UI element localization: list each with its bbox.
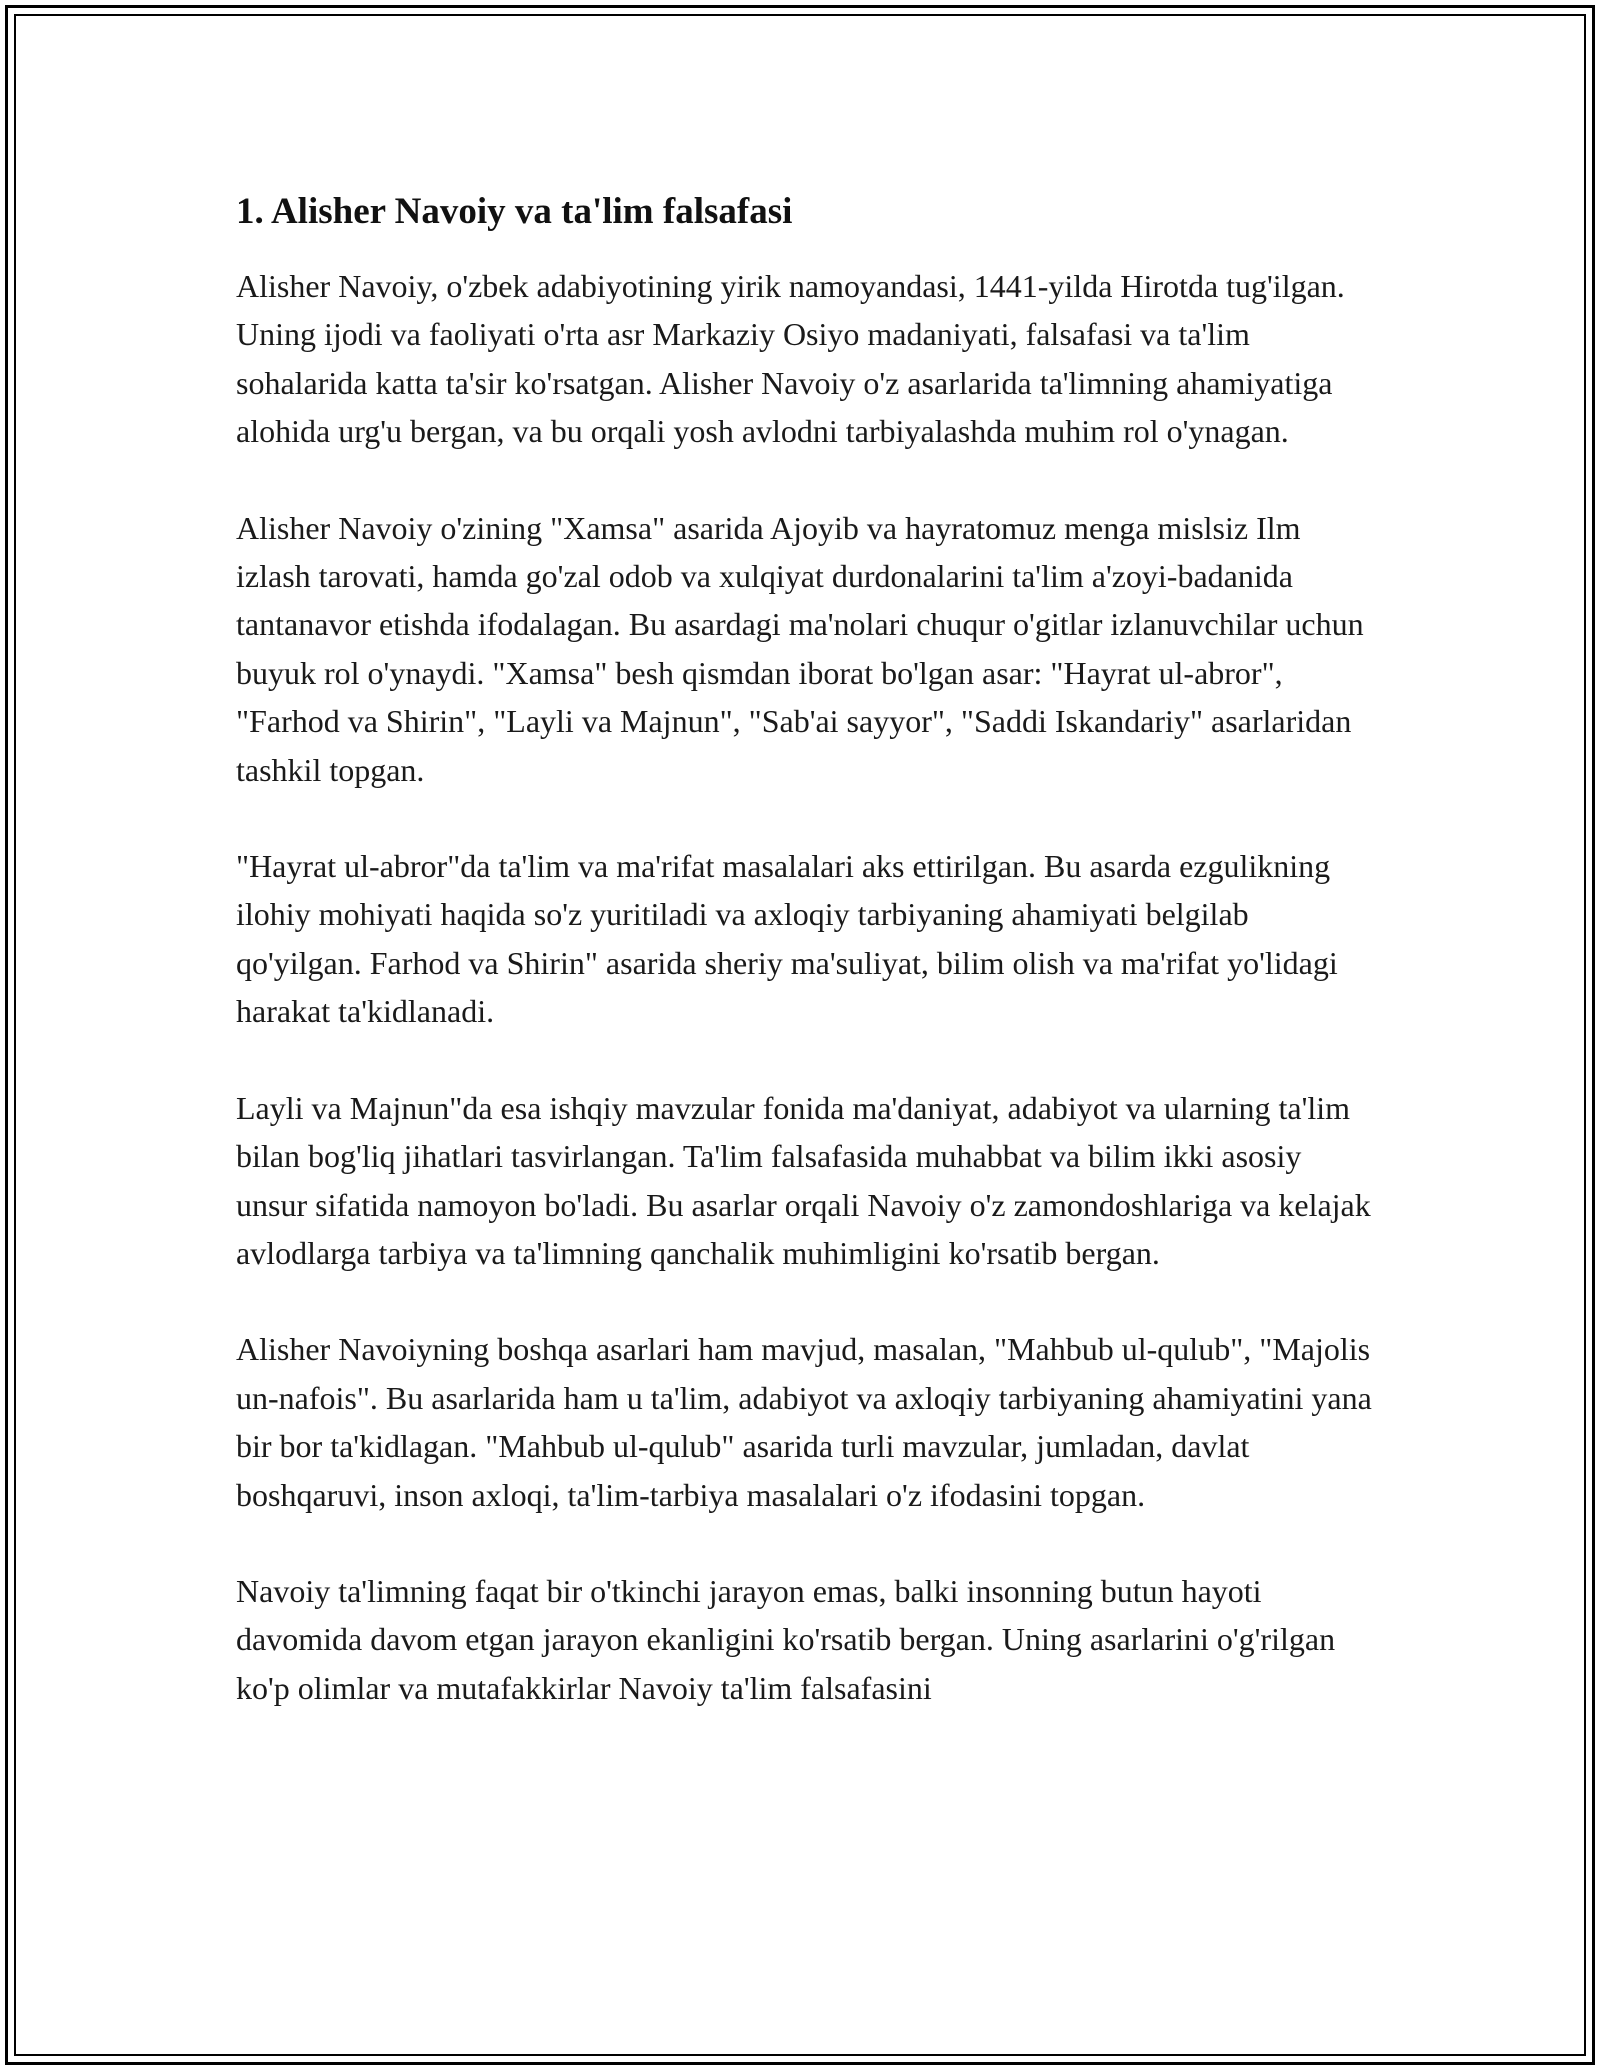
paragraph-lifelong-learning: Navoiy ta'limning faqat bir o'tkinchi jarayon emas, balki insonning butun hayoti davomida davom etgan jarayon ekanligini ko'rsatib bergan. Uning asarlarini o'g'rilgan ko'p olimlar va mutafakkirlar Navoiy ta'lim falsafasini: [236, 1572, 1336, 1706]
paragraph-other-works: Alisher Navoiyning boshqa asarlari ham mavjud, masalan, "Mahbub ul-qulub", "Majolis un-nafois". Bu asarlarida ham u ta'lim, adabiyot va axloqiy tarbiyaning ahamiyatini yana bir bor ta'kidlagan. "Mahbub ul-qulub" asarida turli mavzular, jumladan, davlat boshqaruvi, inson axloqi, ta'lim-tarbiya masalalari o'z ifodasini topgan.: [236, 1331, 1372, 1513]
paragraph-hayrat-ul-abror: "Hayrat ul-abror"da ta'lim va ma'rifat masalalari aks ettirilgan. Bu asarda ezgulikning ilohiy mohiyati haqida so'z yuritiladi va axloqiy tarbiyaning ahamiyati belgilab qo'yilgan. Farhod va Shirin" asarida sheriy ma'suliyat, bilim olish va ma'rifat yo'lidagi harakat ta'kidlanadi.: [236, 848, 1338, 1030]
section-heading: 1. Alisher Navoiy va ta'lim falsafasi: [236, 191, 793, 232]
paragraph-xamsa: Alisher Navoiy o'zining "Xamsa" asarida Ajoyib va hayratomuz menga mislsiz Ilm izlash tarovati, hamda go'zal odob va xulqiyat durdonalarini ta'lim a'zoyi-badanida tantanavor etishda ifodalagan. Bu asardagi ma'nolari chuqur o'gitlar izlanuvchilar uchun buyuk rol o'ynaydi. "Xamsa" besh qismdan iborat bo'lgan asar: "Hayrat ul-abror", "Farhod va Shirin", "Layli va Majnun", "Sab'ai sayyor", "Saddi Iskandariy" asarlaridan tashkil topgan.: [236, 509, 1364, 788]
paragraph-intro: Alisher Navoiy, o'zbek adabiyotining yirik namoyandasi, 1441-yilda Hirotda tug'ilgan. Uning ijodi va faoliyati o'rta asr Markaziy Osiyo madaniyati, falsafasi va ta'lim sohalarida katta ta'sir ko'rsatgan. Alisher Navoiy o'z asarlarida ta'limning ahamiyatiga alohida urg'u bergan, va bu orqali yosh avlodni tarbiyalashda muhim rol o'ynagan.: [236, 268, 1345, 450]
document-body: [236, 188, 1376, 1760]
paragraph-layli-va-majnun: Layli va Majnun"da esa ishqiy mavzular fonida ma'daniyat, adabiyot va ularning ta'lim bilan bog'liq jihatlari tasvirlangan. Ta'lim falsafasida muhabbat va bilim ikki asosiy unsur sifatida namoyon bo'ladi. Bu asarlar orqali Navoiy o'z zamondoshlariga va kelajak avlodlarga tarbiya va ta'limning qanchalik muhimligini ko'rsatib bergan.: [236, 1089, 1371, 1271]
